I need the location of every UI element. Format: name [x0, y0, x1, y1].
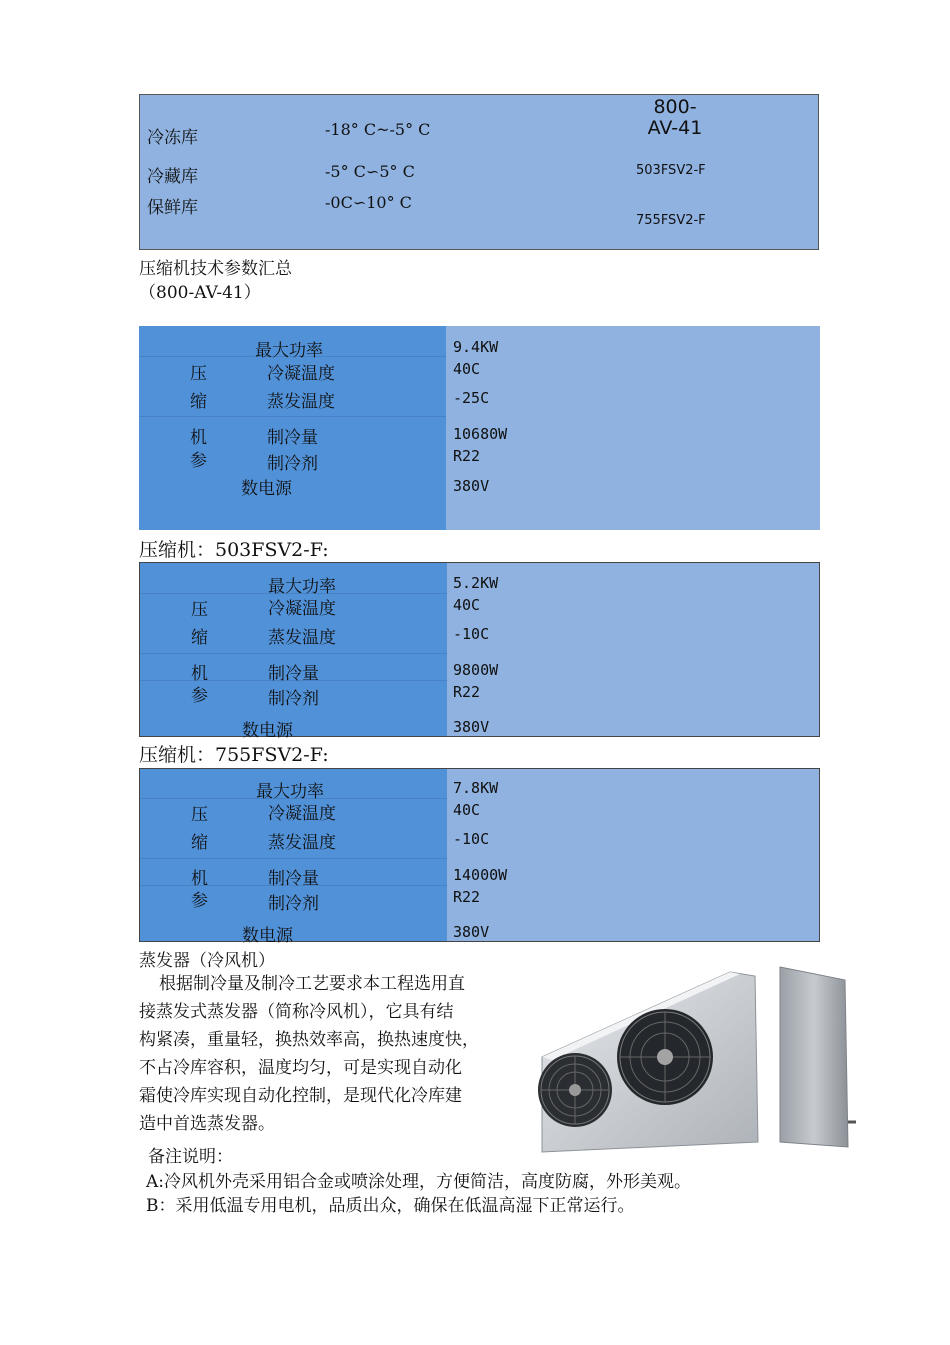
compressor-params-table: [139, 326, 820, 530]
param-value: R22: [453, 888, 481, 906]
param-value: 40C: [453, 360, 481, 378]
fan-icon: [617, 1009, 713, 1105]
param-label: 最大功率: [256, 782, 324, 802]
summary-model: （800-AV-41）: [139, 283, 261, 303]
description-line: 接蒸发式蒸发器（简称冷风机），它具有结: [139, 1002, 454, 1022]
param-label: 制冷剂: [268, 689, 319, 709]
model-label: 800- AV-41: [647, 96, 703, 139]
side-char: 压: [190, 364, 207, 384]
side-char: 机: [191, 869, 208, 889]
param-label: 冷凝温度: [267, 364, 335, 384]
param-value: R22: [453, 447, 481, 465]
air-cooler-photo: [530, 962, 860, 1157]
model-label: 755FSV2-F: [636, 213, 706, 228]
param-label: 最大功率: [255, 341, 323, 361]
param-label: 蒸发温度: [268, 833, 336, 853]
param-label: 制冷量: [268, 664, 319, 684]
room-name: 冷藏库: [147, 167, 198, 187]
evaporator-heading: 蒸发器（冷风机）: [139, 951, 275, 971]
side-char: 缩: [191, 628, 208, 648]
param-label: 制冷量: [267, 428, 318, 448]
param-value: 380V: [453, 477, 490, 495]
side-char: 缩: [190, 392, 207, 412]
param-value: -25C: [453, 389, 490, 407]
description-line: 不占冷库容积，温度均匀，可是实现自动化: [139, 1058, 462, 1078]
description-line: 根据制冷量及制冷工艺要求本工程选用直: [159, 974, 465, 994]
param-label: 数电源: [242, 926, 293, 946]
room-name: 保鲜库: [147, 198, 198, 218]
param-value: 7.8KW: [453, 779, 499, 797]
evaporator-description: [139, 970, 479, 1138]
param-value: -10C: [453, 830, 490, 848]
side-char: 参: [191, 891, 208, 911]
param-label: 制冷剂: [267, 454, 318, 474]
note-b: B：采用低温专用电机，品质出众，确保在低温高湿下正常运行。: [146, 1196, 635, 1216]
compressor-params-table: [139, 562, 820, 741]
side-char: 参: [190, 451, 207, 471]
param-value: R22: [453, 683, 481, 701]
param-label: 冷凝温度: [268, 599, 336, 619]
param-value: -10C: [453, 625, 490, 643]
room-temp: -18° C~-5° C: [325, 120, 431, 139]
side-char: 压: [191, 600, 208, 620]
param-label: 数电源: [242, 721, 293, 741]
param-value: 10680W: [453, 425, 508, 443]
value-column: [447, 769, 819, 941]
param-label: 制冷量: [268, 869, 319, 889]
room-temp: -5° C∽5° C: [325, 162, 415, 181]
param-value: 9800W: [453, 661, 499, 679]
side-char: 参: [191, 686, 208, 706]
value-column: [447, 563, 819, 736]
param-label: 数电源: [241, 479, 292, 499]
param-value: 40C: [453, 596, 481, 614]
room-name: 冷冻库: [147, 128, 198, 148]
param-value: 5.2KW: [453, 574, 499, 592]
side-char: 机: [191, 664, 208, 684]
side-char: 缩: [191, 833, 208, 853]
compressor-title: 压缩机：503FSV2-F:: [139, 539, 329, 561]
summary-title: 压缩机技术参数汇总: [139, 259, 292, 279]
room-temp: -0C∽10° C: [325, 193, 412, 212]
model-label: 503FSV2-F: [636, 163, 706, 178]
description-line: 构紧凑，重量轻，换热效率高，换热速度快，: [139, 1030, 479, 1050]
param-label: 制冷剂: [268, 894, 319, 914]
param-label: 最大功率: [268, 577, 336, 597]
param-value: 14000W: [453, 866, 508, 884]
compressor-params-table: [139, 768, 820, 946]
description-line: 霜使冷库实现自动化控制，是现代化冷库建: [139, 1086, 462, 1106]
param-value: 9.4KW: [453, 338, 499, 356]
param-value: 380V: [453, 923, 490, 941]
param-label: 冷凝温度: [268, 804, 336, 824]
note-a: A:冷风机外壳采用铝合金或喷涂处理，方便简洁，高度防腐，外形美观。: [146, 1172, 692, 1192]
temperature-model-table: [139, 94, 819, 250]
side-char: 机: [190, 428, 207, 448]
param-value: 40C: [453, 801, 481, 819]
description-line: 造中首选蒸发器。: [139, 1114, 275, 1134]
notes-heading: 备注说明：: [148, 1147, 233, 1167]
param-label: 蒸发温度: [267, 392, 335, 412]
compressor-title: 压缩机：755FSV2-F:: [139, 744, 329, 766]
side-char: 压: [191, 805, 208, 825]
param-value: 380V: [453, 718, 490, 736]
param-label: 蒸发温度: [268, 628, 336, 648]
fan-icon: [538, 1053, 612, 1127]
